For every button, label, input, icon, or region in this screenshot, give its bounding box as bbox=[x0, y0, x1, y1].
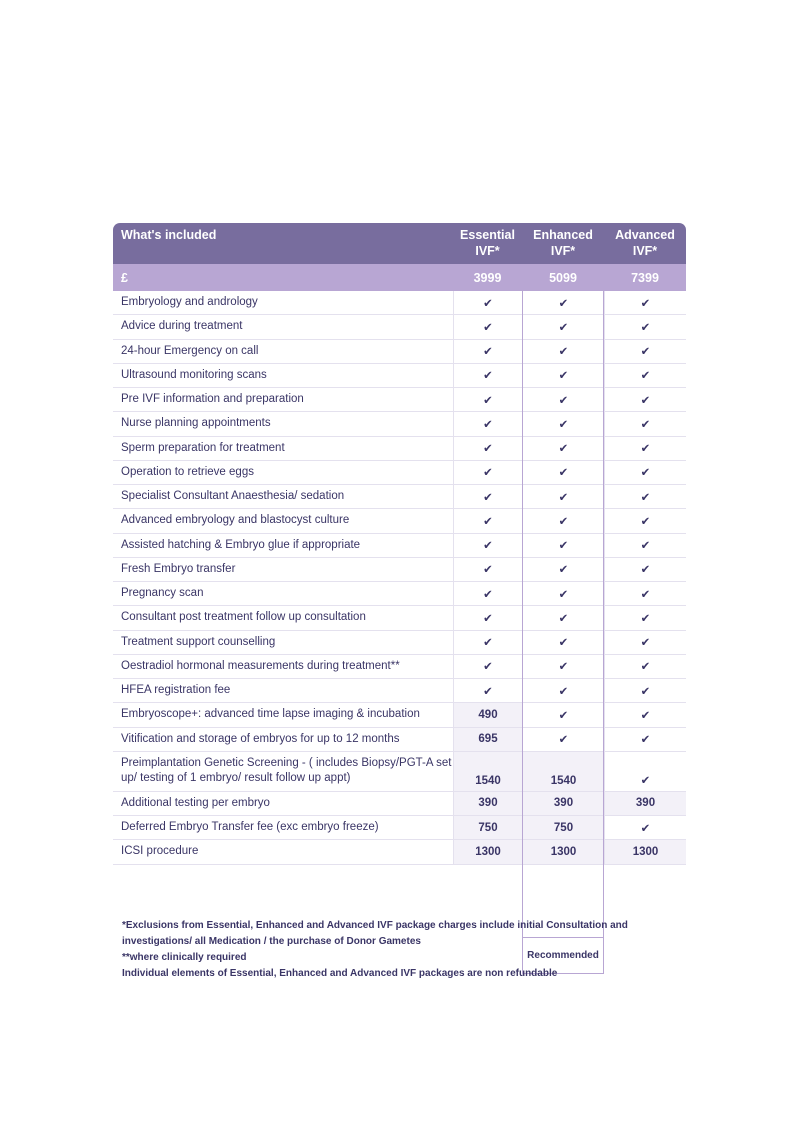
price-cell-enhanced: 1300 bbox=[522, 840, 604, 864]
price-essential: 3999 bbox=[473, 270, 502, 285]
check-icon: ✔ bbox=[453, 485, 522, 509]
header-title: What's included bbox=[121, 228, 217, 242]
table-row bbox=[113, 340, 686, 364]
check-icon: ✔ bbox=[604, 703, 686, 727]
check-icon: ✔ bbox=[522, 679, 604, 703]
table-row bbox=[113, 485, 686, 509]
row-label: Deferred Embryo Transfer fee (exc embryo freeze) bbox=[113, 816, 453, 840]
table-row bbox=[113, 412, 686, 436]
footnotes bbox=[122, 918, 682, 982]
check-icon: ✔ bbox=[604, 558, 686, 582]
table-row bbox=[113, 606, 686, 630]
row-label: Preimplantation Genetic Screening - ( includes Biopsy/PGT-A set up/ testing of 1 embryo/ result follow up appt) bbox=[113, 752, 453, 792]
row-label: Pregnancy scan bbox=[113, 582, 453, 606]
price-cell-advanced: 1300 bbox=[604, 840, 686, 864]
check-icon: ✔ bbox=[604, 388, 686, 412]
table-row bbox=[113, 816, 686, 840]
check-icon: ✔ bbox=[522, 509, 604, 533]
table-row bbox=[113, 388, 686, 412]
table-row bbox=[113, 558, 686, 582]
check-icon: ✔ bbox=[604, 606, 686, 630]
row-label: Fresh Embryo transfer bbox=[113, 558, 453, 582]
check-icon: ✔ bbox=[604, 315, 686, 339]
check-icon: ✔ bbox=[453, 655, 522, 679]
check-icon: ✔ bbox=[453, 291, 522, 315]
check-icon: ✔ bbox=[522, 412, 604, 436]
check-icon: ✔ bbox=[604, 728, 686, 752]
row-label: Embryoscope+: advanced time lapse imaging & incubation bbox=[113, 703, 453, 727]
check-icon: ✔ bbox=[453, 315, 522, 339]
check-icon: ✔ bbox=[604, 437, 686, 461]
table-row bbox=[113, 582, 686, 606]
check-icon: ✔ bbox=[604, 364, 686, 388]
check-icon: ✔ bbox=[453, 606, 522, 630]
price-cell-enhanced: 1540 bbox=[522, 752, 604, 792]
price-cell-enhanced: 390 bbox=[522, 792, 604, 816]
check-icon: ✔ bbox=[604, 582, 686, 606]
check-icon: ✔ bbox=[453, 340, 522, 364]
row-label: Sperm preparation for treatment bbox=[113, 437, 453, 461]
row-label: Nurse planning appointments bbox=[113, 412, 453, 436]
check-icon: ✔ bbox=[604, 340, 686, 364]
check-icon: ✔ bbox=[453, 412, 522, 436]
check-icon: ✔ bbox=[522, 437, 604, 461]
table-row bbox=[113, 315, 686, 339]
check-icon: ✔ bbox=[604, 655, 686, 679]
check-icon: ✔ bbox=[453, 364, 522, 388]
header-enhanced: Enhanced IVF* bbox=[533, 228, 593, 258]
check-icon: ✔ bbox=[453, 534, 522, 558]
price-advanced: 7399 bbox=[631, 270, 659, 285]
table-row bbox=[113, 840, 686, 864]
row-label: Vitification and storage of embryos for up to 12 months bbox=[113, 728, 453, 752]
row-label: Operation to retrieve eggs bbox=[113, 461, 453, 485]
check-icon: ✔ bbox=[522, 558, 604, 582]
check-icon: ✔ bbox=[453, 631, 522, 655]
row-label: Assisted hatching & Embryo glue if appropriate bbox=[113, 534, 453, 558]
table-row bbox=[113, 679, 686, 703]
price-cell-essential: 695 bbox=[453, 728, 522, 752]
row-label: Advanced embryology and blastocyst culture bbox=[113, 509, 453, 533]
row-label: Additional testing per embryo bbox=[113, 792, 453, 816]
price-cell-advanced: 390 bbox=[604, 792, 686, 816]
check-icon: ✔ bbox=[453, 461, 522, 485]
row-label: Specialist Consultant Anaesthesia/ sedation bbox=[113, 485, 453, 509]
price-cell-essential: 1300 bbox=[453, 840, 522, 864]
check-icon: ✔ bbox=[604, 816, 686, 840]
check-icon: ✔ bbox=[604, 412, 686, 436]
row-label: Oestradiol hormonal measurements during treatment** bbox=[113, 655, 453, 679]
check-icon: ✔ bbox=[522, 534, 604, 558]
check-icon: ✔ bbox=[522, 485, 604, 509]
price-enhanced: 5099 bbox=[549, 270, 577, 285]
check-icon: ✔ bbox=[604, 461, 686, 485]
check-icon: ✔ bbox=[522, 364, 604, 388]
price-label: £ bbox=[121, 270, 128, 285]
check-icon: ✔ bbox=[522, 728, 604, 752]
check-icon: ✔ bbox=[522, 340, 604, 364]
footnote-exclusions: *Exclusions from Essential, Enhanced and Advanced IVF package charges include initial Consultation and investigations/ all Medication / the purchase of Donor Gametes bbox=[122, 920, 628, 947]
row-label: Ultrasound monitoring scans bbox=[113, 364, 453, 388]
row-label: Advice during treatment bbox=[113, 315, 453, 339]
check-icon: ✔ bbox=[453, 582, 522, 606]
check-icon: ✔ bbox=[522, 631, 604, 655]
check-icon: ✔ bbox=[604, 752, 686, 792]
row-label: Pre IVF information and preparation bbox=[113, 388, 453, 412]
price-cell-essential: 390 bbox=[453, 792, 522, 816]
table-row bbox=[113, 792, 686, 816]
check-icon: ✔ bbox=[522, 703, 604, 727]
price-row bbox=[113, 264, 686, 291]
check-icon: ✔ bbox=[522, 461, 604, 485]
check-icon: ✔ bbox=[604, 534, 686, 558]
row-label: ICSI procedure bbox=[113, 840, 453, 864]
table-row bbox=[113, 655, 686, 679]
table-row bbox=[113, 728, 686, 752]
table-row bbox=[113, 534, 686, 558]
row-label: Consultant post treatment follow up consultation bbox=[113, 606, 453, 630]
price-cell-enhanced: 750 bbox=[522, 816, 604, 840]
check-icon: ✔ bbox=[522, 655, 604, 679]
check-icon: ✔ bbox=[453, 388, 522, 412]
check-icon: ✔ bbox=[604, 509, 686, 533]
footnote-refund: Individual elements of Essential, Enhanced and Advanced IVF packages are non refundable bbox=[122, 968, 558, 979]
check-icon: ✔ bbox=[522, 388, 604, 412]
table-row bbox=[113, 752, 686, 792]
check-icon: ✔ bbox=[604, 291, 686, 315]
table-row bbox=[113, 703, 686, 727]
recommended-label: Recommended bbox=[523, 937, 603, 973]
price-cell-essential: 750 bbox=[453, 816, 522, 840]
footnote-clinical: **where clinically required bbox=[122, 952, 247, 963]
row-label: HFEA registration fee bbox=[113, 679, 453, 703]
header-essential: Essential IVF* bbox=[460, 228, 515, 258]
check-icon: ✔ bbox=[522, 606, 604, 630]
check-icon: ✔ bbox=[604, 631, 686, 655]
check-icon: ✔ bbox=[453, 558, 522, 582]
table-row bbox=[113, 631, 686, 655]
table-row bbox=[113, 509, 686, 533]
check-icon: ✔ bbox=[604, 679, 686, 703]
table-row bbox=[113, 437, 686, 461]
check-icon: ✔ bbox=[522, 315, 604, 339]
check-icon: ✔ bbox=[522, 291, 604, 315]
table-header bbox=[113, 223, 686, 264]
check-icon: ✔ bbox=[453, 509, 522, 533]
check-icon: ✔ bbox=[453, 437, 522, 461]
row-label: Embryology and andrology bbox=[113, 291, 453, 315]
check-icon: ✔ bbox=[453, 679, 522, 703]
header-advanced: Advanced IVF* bbox=[615, 228, 675, 258]
table-row bbox=[113, 291, 686, 315]
row-label: Treatment support counselling bbox=[113, 631, 453, 655]
table-row bbox=[113, 461, 686, 485]
check-icon: ✔ bbox=[522, 582, 604, 606]
table-row bbox=[113, 364, 686, 388]
check-icon: ✔ bbox=[604, 485, 686, 509]
row-label: 24-hour Emergency on call bbox=[113, 340, 453, 364]
price-cell-essential: 1540 bbox=[453, 752, 522, 792]
price-cell-essential: 490 bbox=[453, 703, 522, 727]
